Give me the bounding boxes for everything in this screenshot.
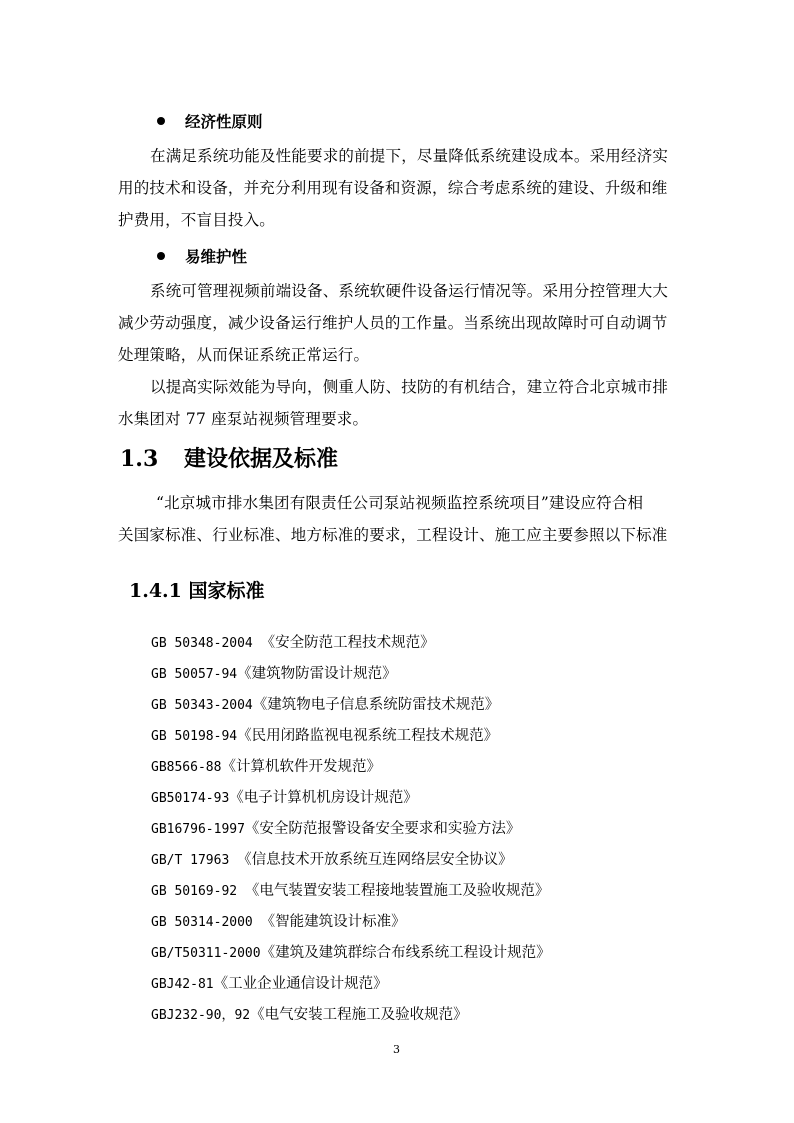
standard-code: GB/T 17963 (151, 853, 238, 868)
page-number: 3 (393, 1043, 400, 1056)
standard-item (151, 631, 435, 652)
bullet-label: 易维护性 (185, 248, 248, 266)
bullet-dot-icon (157, 252, 165, 260)
bullet-economy (157, 110, 263, 132)
standard-code: GB 50348-2004 (151, 636, 261, 651)
standard-code: GB 50057-94 (151, 667, 238, 682)
standard-item (151, 786, 418, 807)
paragraph-line: 系统可管理视频前端设备、系统软硬件设备运行情况等。采用分控管理大大 (150, 282, 669, 300)
standard-item (151, 848, 513, 869)
paragraph-line: 水集团对 77 座泵站视频管理要求。 (118, 410, 369, 428)
bullet-maintainability (157, 245, 247, 267)
section-number: 1.3 (120, 446, 159, 472)
standard-item (151, 972, 388, 993)
standard-title: 《电气装置安装工程接地装置施工及验收规范》 (244, 883, 550, 899)
section-title: 建设依据及标准 (184, 446, 339, 472)
paragraph-line: 关国家标准、行业标准、地方标准的要求，工程设计、施工应主要参照以下标准 (118, 526, 668, 544)
paragraph-line: 在满足系统功能及性能要求的前提下，尽量降低系统建设成本。采用经济实 (150, 147, 669, 165)
section-heading (120, 442, 338, 473)
standard-item (151, 941, 551, 962)
standard-item (151, 662, 397, 683)
paragraph-line: 用的技术和设备，并充分利用现有设备和资源，综合考虑系统的建设、升级和维 (118, 179, 668, 197)
paragraph-line: “北京城市排水集团有限责任公司泵站视频监控系统项目”建设应符合相 (156, 494, 644, 512)
standard-title: 《计算机软件开发规范》 (221, 759, 381, 775)
standard-item (151, 910, 406, 931)
standard-item (151, 693, 499, 714)
standard-title: 《民用闭路监视电视系统工程技术规范》 (237, 728, 499, 744)
standard-code: GB/T50311-2000 (151, 946, 261, 961)
standard-title: 《信息技术开放系统互连网络层安全协议》 (237, 852, 513, 868)
standard-title: 《建筑物防雷设计规范》 (237, 666, 397, 682)
standard-title: 《电子计算机机房设计规范》 (229, 790, 418, 806)
bullet-dot-icon (157, 117, 165, 125)
standard-code: GBJ42-81 (151, 977, 214, 992)
standard-code: GB 50169-92 (151, 884, 245, 899)
paragraph-line: 处理策略，从而保证系统正常运行。 (118, 346, 370, 364)
standard-item (151, 724, 498, 745)
subsection-heading: 1.4.1 国家标准 (129, 580, 265, 602)
standard-code: GB50174-93 (151, 791, 230, 806)
standard-title: 《电气安装工程施工及验收规范》 (250, 1007, 468, 1023)
standard-title: 《安全防范报警设备安全要求和实验方法》 (244, 821, 521, 837)
paragraph-line: 以提高实际效能为导向，侧重人防、技防的有机结合，建立符合北京城市排 (150, 378, 669, 396)
standard-title: 《安全防范工程技术规范》 (260, 635, 435, 651)
standard-code: GB16796-1997 (151, 822, 245, 837)
standard-code: GB 50198-94 (151, 729, 238, 744)
standard-item (151, 1003, 468, 1024)
bullet-label: 经济性原则 (185, 113, 263, 131)
standard-code: GBJ232-90，92 (151, 1008, 251, 1023)
paragraph-line: 护费用，不盲目投入。 (118, 211, 276, 229)
standard-title: 《工业企业通信设计规范》 (213, 976, 388, 992)
standard-code: GB 50343-2004 (151, 698, 253, 713)
standard-item (151, 879, 549, 900)
standard-item (151, 817, 520, 838)
standard-title: 《智能建筑设计标准》 (260, 914, 406, 930)
standard-code: GB8566-88 (151, 760, 222, 775)
standard-title: 《建筑物电子信息系统防雷技术规范》 (252, 697, 500, 713)
standard-title: 《建筑及建筑群综合布线系统工程设计规范》 (260, 945, 551, 961)
standard-item (151, 755, 381, 776)
standard-code: GB 50314-2000 (151, 915, 261, 930)
paragraph-line: 减少劳动强度，减少设备运行维护人员的工作量。当系统出现故障时可自动调节 (118, 314, 668, 332)
